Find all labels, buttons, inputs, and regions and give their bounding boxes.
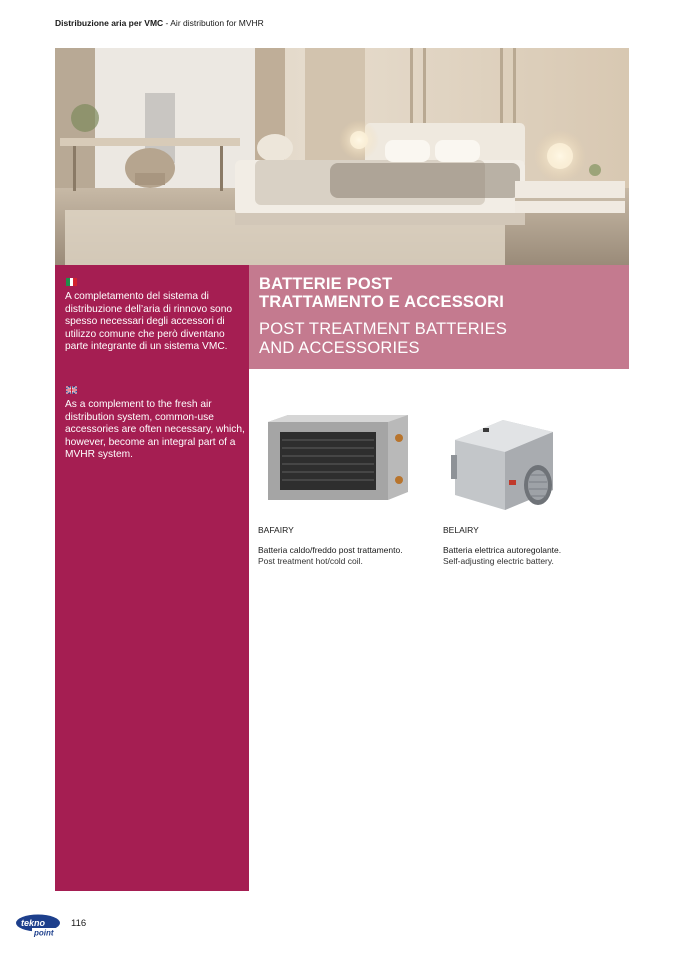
uk-flag-icon [66,386,77,394]
product-name: BAFAIRY [258,525,294,535]
header-title: Distribuzione aria per VMC [55,18,164,28]
intro-text-english: As a complement to the fresh air distribution system, common-use accessories are often necessary, which, however, become an integral part of a MVHR system. [65,399,245,461]
running-header [55,17,264,29]
title-it-line-2: TRATTAMENTO E ACCESSORI [259,293,505,311]
header-separator: - [163,18,171,28]
page-number: 116 [71,918,87,929]
product-bafairy [258,410,428,566]
product-description-english: Self-adjusting electric battery. [443,556,554,566]
italy-flag-icon [66,278,77,286]
product-description-english: Post treatment hot/cold coil. [258,556,363,566]
product-name: BELAIRY [443,525,479,535]
title-it-line-1: BATTERIE POST [259,275,393,293]
section-title-english [259,320,507,358]
bedroom-photo [55,48,629,265]
product-description-italian: Batteria elettrica autoregolante. [443,545,562,555]
intro-text-italian: A completamento del sistema di distribuzione dell’aria di rinnovo sono spesso necessari degli accessori di utilizzo comune che però diventano parte integrante di un sistema VMC. [65,291,233,353]
intro-panel [55,265,249,891]
logo-text-bottom: point [34,928,54,937]
product-description-italian: Batteria caldo/freddo post trattamento. [258,545,403,555]
logo-text-top: tekno [21,918,46,928]
header-subtitle: Air distribution for MVHR [170,18,264,28]
belairy-image [443,410,603,515]
section-title-box [249,265,629,369]
product-belairy [443,410,613,566]
title-en-line-1: POST TREATMENT BATTERIES [259,320,508,338]
teknopoint-logo [16,913,64,937]
section-title-italian [259,275,504,311]
title-en-line-2: AND ACCESSORIES [259,339,420,357]
bafairy-image [258,410,418,515]
